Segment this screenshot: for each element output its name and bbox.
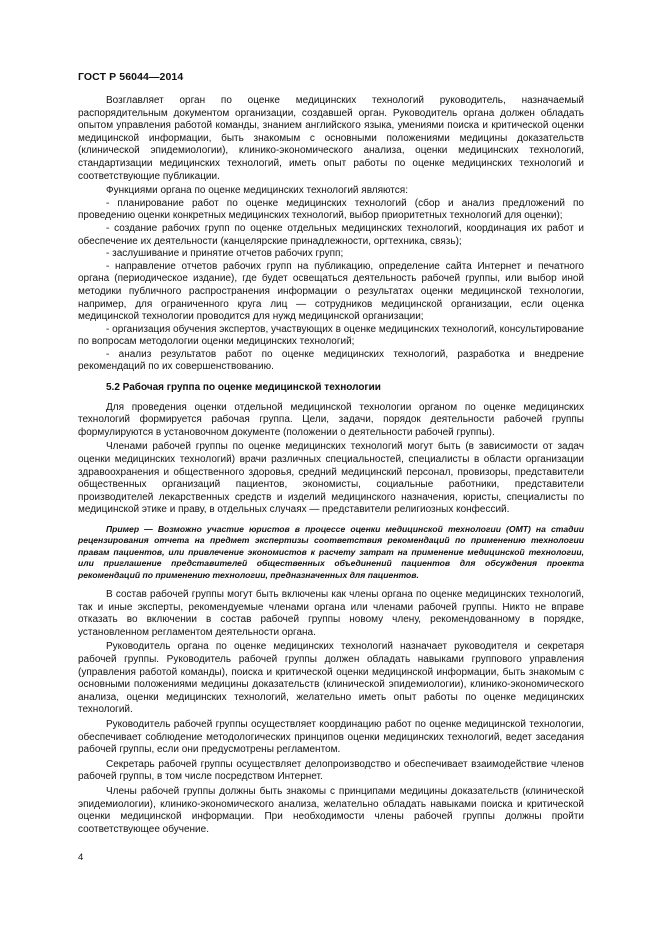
paragraph: Члены рабочей группы должны быть знакомы с принципами медицины доказательств (клинической эпидемиологии), клинико-экономического анализа, желательно обладать навыками поиска и критической оценки медицинской информации. При необходимости члены рабочей группы должны пройти соответствующее обучение.: [78, 785, 584, 835]
list-item: - создание рабочих групп по оценке отдельных медицинских технологий, координация их работ и обеспечение их деятельности (канцелярские принадлежности, оргтехника, связь);: [78, 222, 584, 247]
paragraph: Для проведения оценки отдельной медицинской технологии органом по оценке медицинских технологий формируется рабочая группа. Цели, задачи, порядок деятельности рабочей группы формулируются в установочном документе (положении о деятельности рабочей группы).: [78, 401, 584, 438]
list-item: - направление отчетов рабочих групп на публикацию, определение сайта Интернет и печатного органа (периодическое издание), где будет освещаться деятельность рабочей группы, или выбор иной методики публичного распространения информации о результатах оценки медицинской технологии, например, для ограниченного круга лиц — сотрудников медицинской организации, если оценка медицинской технологии проводится для нужд медицинской организации;: [78, 260, 584, 323]
example-label: Пример —: [106, 524, 153, 534]
example-text: Возможно участие юристов в процессе оценки медицинской технологии (ОМТ) на стадии рецензирования отчета на предмет экспертизы соответствия рекомендаций по применению технологии правам пациентов, или привлечение экономистов к расчету затрат на применение медицинской технологии, или приглашение представителей общественных объединений пациентов для обсуждения проекта рекомендаций по применению технологии, предназначенных для пациентов.: [78, 524, 584, 580]
paragraph: Функциями органа по оценке медицинских технологий являются:: [106, 185, 408, 197]
page-number: 4: [78, 852, 84, 863]
list-item: - организация обучения экспертов, участвующих в оценке медицинских технологий, консультирование по вопросам методологии оценки медицинских технологий;: [78, 323, 584, 348]
list-item: - анализ результатов работ по оценке медицинских технологий, разработка и внедрение рекомендаций по их совершенствованию.: [78, 348, 584, 373]
paragraph: Секретарь рабочей группы осуществляет делопроизводство и обеспечивает взаимодействие членов рабочей группы, в том числе посредством Интернет.: [78, 758, 584, 783]
paragraph: Возглавляет орган по оценке медицинских технологий руководитель, назначаемый распорядительным документом организации, создавшей орган. Руководитель органа должен обладать опытом управления работой команды, знанием английского языка, умениями поиска и критической оценки медицинской информации, быть знакомым с основными положениями медицины доказательств (клинической эпидемиологии), клинико-экономического анализа, оценки медицинских технологий, стандартизации медицинских технологий, иметь опыт работы по оценке медицинских технологий и соответствующие публикации.: [78, 95, 584, 182]
section-heading: 5.2 Рабочая группа по оценке медицинской технологии: [106, 382, 381, 394]
document-header: ГОСТ Р 56044—2014: [78, 71, 184, 83]
paragraph: Руководитель органа по оценке медицинских технологий назначает руководителя и секретаря рабочей группы. Руководитель рабочей группы должен обладать навыками группового управления (управления работой команды), поиска и критической оценки медицинской информации, быть знакомым с основными положениями медицины доказательств (клинической эпидемиологии), клинико-экономического анализа, оценки медицинских технологий, желательно иметь опыт работы по оценке медицинских технологий.: [78, 641, 584, 716]
list-item: - заслушивание и принятие отчетов рабочих групп;: [106, 248, 344, 260]
paragraph: Членами рабочей группы по оценке медицинских технологий могут быть (в зависимости от задач оценки медицинских технологий) врачи различных специальностей, специалисты в области организации здравоохранения и общественного здоровья, средний медицинский персонал, провизоры, представители общественных организаций пациентов, экономисты, социальные работники, представители производителей лекарственных средств и изделий медицинского назначения, юристы, специалисты по медицинской этике и праву, в отдельных случаях — представители религиозных конфессий.: [78, 441, 584, 516]
paragraph: Руководитель рабочей группы осуществляет координацию работ по оценке медицинской технологии, обеспечивает соблюдение методологических принципов оценки медицинских технологий, ведет заседания рабочей группы, если они предусмотрены регламентом.: [78, 718, 584, 756]
list-item: - планирование работ по оценке медицинских технологий (сбор и анализ предложений по проведению оценки конкретных медицинских технологий, выбор приоритетных технологий для оценки);: [78, 197, 584, 222]
document-body: [78, 95, 584, 836]
paragraph: В состав рабочей группы могут быть включены как члены органа по оценке медицинских технологий, так и иные эксперты, рекомендуемые членами органа или членами рабочей группы. Никто не вправе отказать во включении в состав рабочей группы новому члену, рекомендованному в порядке, установленном регламентом деятельности органа.: [78, 589, 584, 638]
example-note: [78, 524, 584, 581]
